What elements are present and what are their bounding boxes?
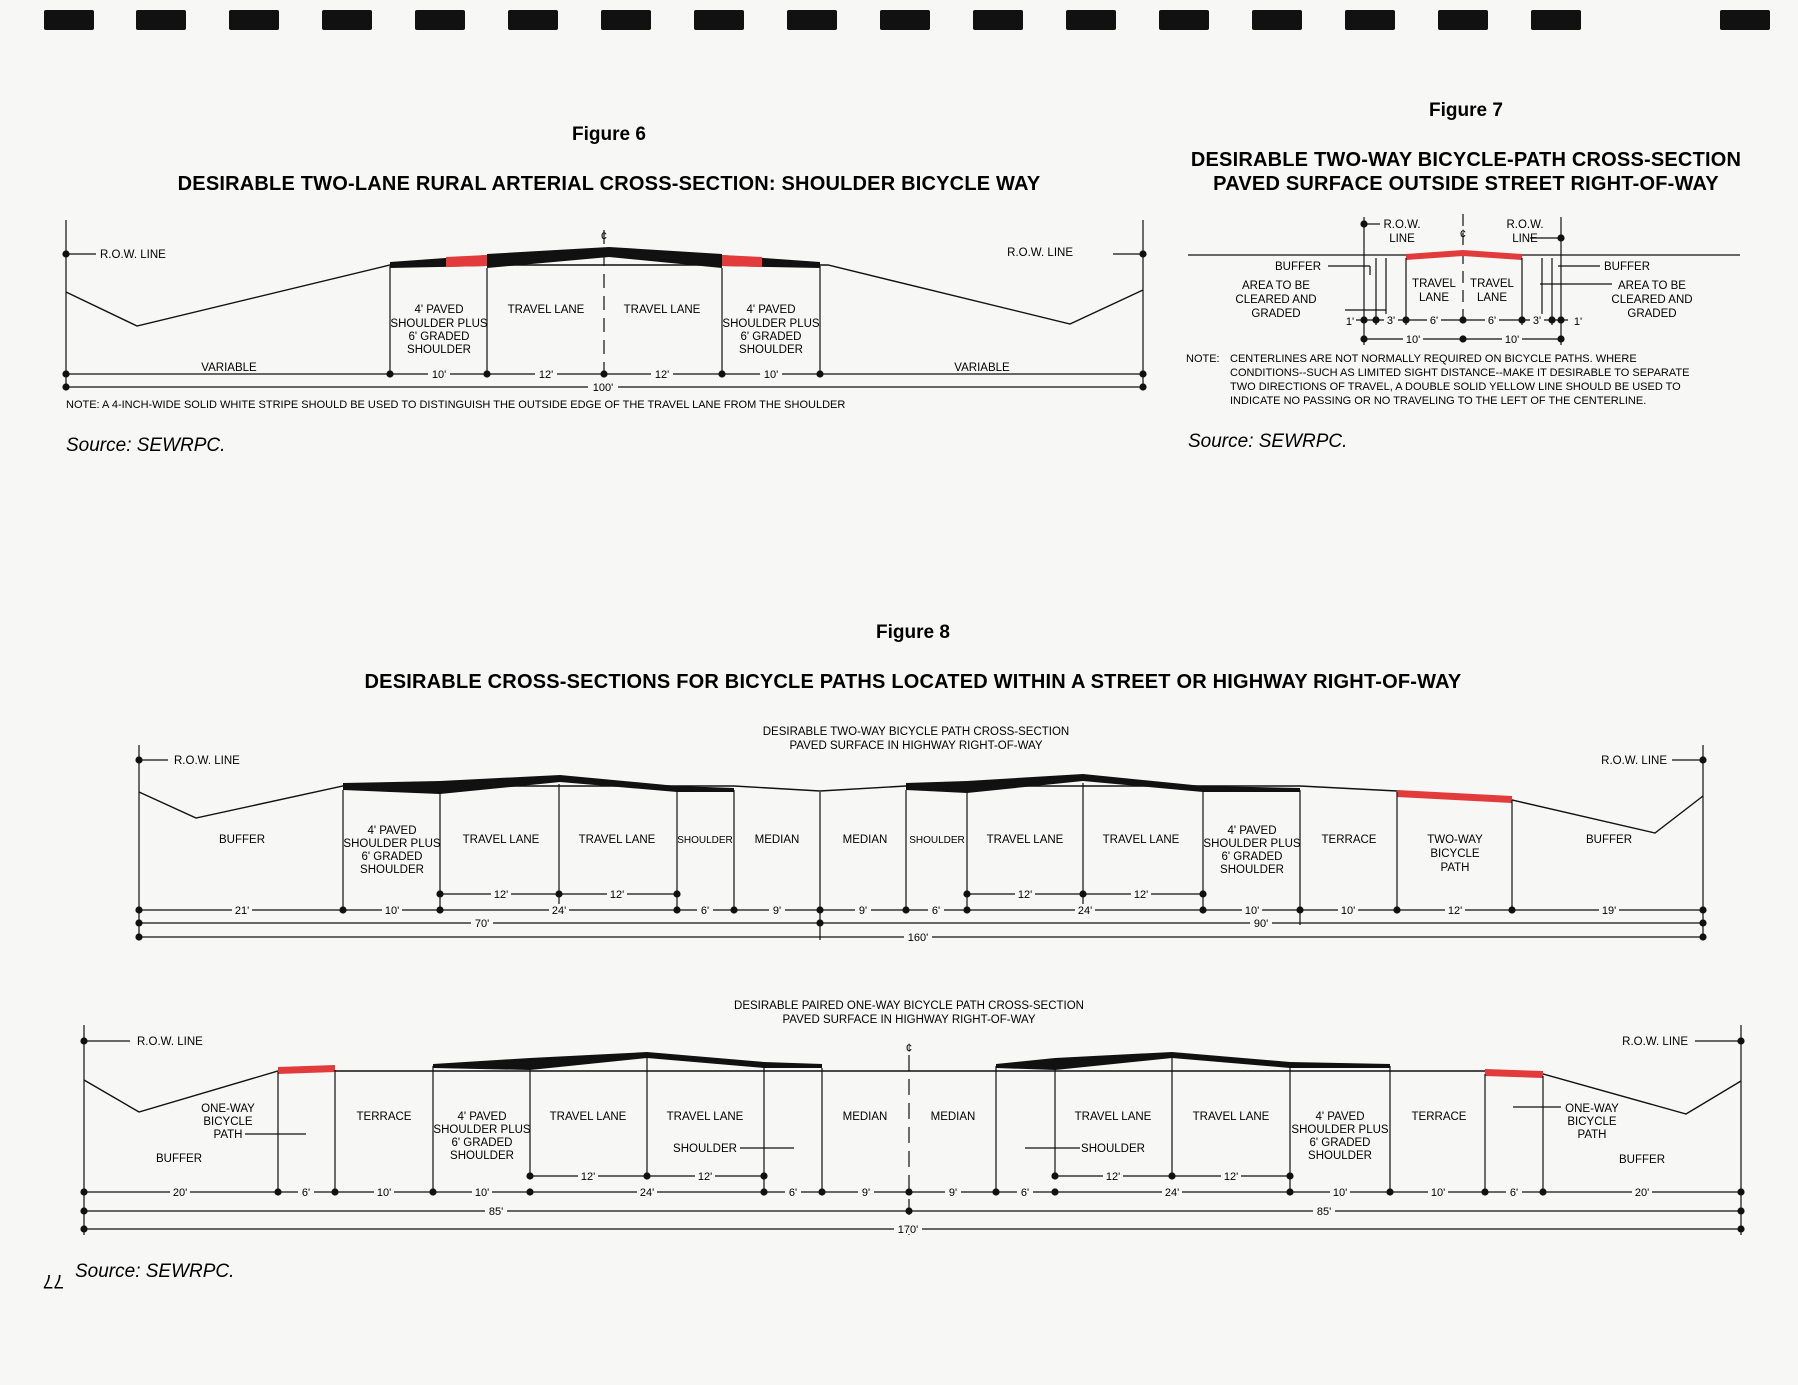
- fig8b-travel-lane-2: TRAVEL LANE: [666, 1111, 744, 1123]
- svg-text:12': 12': [1017, 889, 1033, 901]
- svg-text:NOTE:: NOTE:: [1186, 353, 1220, 365]
- fig8a-travel-lane-1: TRAVEL LANE: [462, 834, 540, 846]
- fig8a-travel-lane-3: TRAVEL LANE: [986, 834, 1064, 846]
- svg-text:6': 6': [1429, 315, 1439, 327]
- fig8b-shoulder-right-label: [1291, 1111, 1388, 1162]
- svg-text:SHOULDER: SHOULDER: [450, 1150, 514, 1162]
- svg-text:SHOULDER PLUS: SHOULDER PLUS: [343, 838, 441, 850]
- fig8b-centerline-symbol: ¢: [905, 1043, 913, 1055]
- svg-text:INDICATE NO PASSING OR NO TRAV: INDICATE NO PASSING OR NO TRAVELING TO THE LEFT OF THE CENTERLINE.: [1230, 395, 1647, 407]
- svg-text:TWO-WAY: TWO-WAY: [1427, 834, 1483, 846]
- svg-text:1': 1': [1573, 316, 1583, 328]
- fig8b-travel-lane-1: TRAVEL LANE: [549, 1111, 627, 1123]
- svg-text:12': 12': [1447, 905, 1463, 917]
- svg-text:24': 24': [551, 905, 567, 917]
- fig8b-travel-lane-3: TRAVEL LANE: [1074, 1111, 1152, 1123]
- svg-text:90': 90': [1253, 918, 1269, 930]
- svg-text:9': 9': [858, 905, 868, 917]
- svg-text:10': 10': [376, 1187, 392, 1199]
- svg-text:BICYCLE: BICYCLE: [203, 1116, 253, 1128]
- svg-text:6': 6': [788, 1187, 798, 1199]
- svg-text:9': 9': [861, 1187, 871, 1199]
- svg-text:6' GRADED: 6' GRADED: [1309, 1137, 1371, 1149]
- fig6-row-line-right: R.O.W. LINE: [1007, 247, 1073, 259]
- figure-8-title: DESIRABLE CROSS-SECTIONS FOR BICYCLE PATHS LOCATED WITHIN A STREET OR HIGHWAY RIGHT-OF-WAY: [364, 671, 1462, 693]
- fig8b-subtitle-line2: PAVED SURFACE IN HIGHWAY RIGHT-OF-WAY: [782, 1014, 1036, 1026]
- fig6-note: NOTE: A 4-INCH-WIDE SOLID WHITE STRIPE SHOULD BE USED TO DISTINGUISH THE OUTSIDE EDGE OF THE TRAVEL LANE FROM THE SHOULDER: [66, 399, 846, 411]
- svg-text:12': 12': [1105, 1171, 1121, 1183]
- fig7-buffer-right: BUFFER: [1604, 261, 1650, 273]
- fig8b-buffer-right: BUFFER: [1619, 1154, 1665, 1166]
- svg-text:SHOULDER PLUS: SHOULDER PLUS: [1291, 1124, 1389, 1136]
- svg-text:3': 3': [1386, 315, 1396, 327]
- fig7-buffer-left: BUFFER: [1275, 261, 1321, 273]
- svg-text:9': 9': [948, 1187, 958, 1199]
- binder-marks: [44, 10, 1770, 30]
- fig8a-buffer-left: BUFFER: [219, 834, 265, 846]
- fig8a-buffer-right: BUFFER: [1586, 834, 1632, 846]
- fig6-shoulder-left-label: [390, 304, 487, 356]
- svg-text:BICYCLE: BICYCLE: [1430, 848, 1480, 860]
- svg-text:LANE: LANE: [1418, 292, 1450, 304]
- svg-text:10': 10': [474, 1187, 490, 1199]
- fig8a-two-way-path-label: [1427, 834, 1483, 874]
- fig8b-drawing: [84, 1025, 1741, 1235]
- svg-text:LANE: LANE: [1476, 292, 1508, 304]
- svg-text:10': 10': [384, 905, 400, 917]
- fig7-row-right: [1506, 219, 1543, 245]
- svg-text:CLEARED AND: CLEARED AND: [1235, 294, 1317, 306]
- svg-text:SHOULDER: SHOULDER: [1308, 1150, 1372, 1162]
- fig7-travel-lane-right: [1470, 278, 1514, 304]
- svg-text:12': 12': [609, 889, 625, 901]
- svg-text:ONE-WAY: ONE-WAY: [1565, 1103, 1619, 1115]
- fig8a-terrace: TERRACE: [1321, 834, 1377, 846]
- svg-text:10': 10': [763, 369, 779, 381]
- fig8b-one-way-path-left: [201, 1103, 255, 1141]
- fig6-shoulder-right-label: [722, 304, 819, 356]
- fig8a-shoulder-inner-left: SHOULDER: [677, 835, 733, 846]
- svg-text:LINE: LINE: [1512, 233, 1538, 245]
- svg-text:GRADED: GRADED: [1251, 308, 1301, 320]
- svg-text:4' PAVED: 4' PAVED: [457, 1111, 507, 1123]
- svg-text:PATH: PATH: [213, 1129, 243, 1141]
- svg-text:CLEARED AND: CLEARED AND: [1611, 294, 1693, 306]
- fig8b-travel-lane-4: TRAVEL LANE: [1192, 1111, 1270, 1123]
- fig8a-median-left: MEDIAN: [754, 834, 800, 846]
- svg-text:6': 6': [1487, 315, 1497, 327]
- fig8a-section: [135, 726, 1706, 944]
- svg-text:SHOULDER PLUS: SHOULDER PLUS: [390, 318, 488, 330]
- svg-text:ONE-WAY: ONE-WAY: [201, 1103, 255, 1115]
- fig8a-subtitle-line2: PAVED SURFACE IN HIGHWAY RIGHT-OF-WAY: [789, 740, 1043, 752]
- svg-text:170': 170': [897, 1224, 919, 1236]
- svg-text:6': 6': [301, 1187, 311, 1199]
- figure-7-title-line2: PAVED SURFACE OUTSIDE STREET RIGHT-OF-WAY: [1213, 173, 1719, 195]
- fig8a-row-line-left: R.O.W. LINE: [174, 755, 240, 767]
- svg-text:TRAVEL: TRAVEL: [1412, 278, 1456, 290]
- fig7-travel-lane-left: [1412, 278, 1456, 304]
- svg-text:24': 24': [639, 1187, 655, 1199]
- fig8b-terrace-right: TERRACE: [1411, 1111, 1467, 1123]
- svg-text:10': 10': [1504, 334, 1520, 346]
- fig6-travel-lane-left: TRAVEL LANE: [507, 304, 585, 316]
- svg-text:6' GRADED: 6' GRADED: [361, 851, 423, 863]
- figure-6-heading: Figure 6: [572, 124, 646, 145]
- svg-text:4' PAVED: 4' PAVED: [414, 304, 464, 316]
- svg-text:SHOULDER: SHOULDER: [1220, 864, 1284, 876]
- svg-text:6' GRADED: 6' GRADED: [408, 331, 470, 343]
- svg-text:3': 3': [1532, 315, 1542, 327]
- fig6-travel-lane-right: TRAVEL LANE: [623, 304, 701, 316]
- svg-text:SHOULDER PLUS: SHOULDER PLUS: [433, 1124, 531, 1136]
- svg-text:9': 9': [772, 905, 782, 917]
- fig6-row-line-left: R.O.W. LINE: [100, 249, 166, 261]
- svg-text:20': 20': [1634, 1187, 1650, 1199]
- fig8b-row-line-left: R.O.W. LINE: [137, 1036, 203, 1048]
- fig8b-dimension-labels: [170, 1170, 1652, 1236]
- figure-7: [1186, 100, 1741, 452]
- svg-text:SHOULDER: SHOULDER: [360, 864, 424, 876]
- svg-text:21': 21': [234, 905, 250, 917]
- svg-text:24': 24': [1164, 1187, 1180, 1199]
- svg-text:85': 85': [488, 1206, 504, 1218]
- fig7-row-left: [1383, 219, 1420, 245]
- fig8b-shoulder-left-label: [433, 1111, 530, 1162]
- svg-text:6': 6': [931, 905, 941, 917]
- svg-text:R.O.W.: R.O.W.: [1383, 219, 1421, 231]
- svg-text:70': 70': [474, 918, 490, 930]
- fig8a-shoulder-inner-right: SHOULDER: [909, 835, 965, 846]
- fig8b-median-right: MEDIAN: [930, 1111, 976, 1123]
- svg-text:10': 10': [1430, 1187, 1446, 1199]
- svg-text:24': 24': [1077, 905, 1093, 917]
- svg-text:1': 1': [1345, 316, 1355, 328]
- fig8a-shoulder-right-label: [1203, 825, 1300, 876]
- fig8a-travel-lane-4: TRAVEL LANE: [1102, 834, 1180, 846]
- svg-text:AREA TO BE: AREA TO BE: [1618, 280, 1686, 292]
- fig7-centerline-symbol: ¢: [1459, 229, 1467, 241]
- fig7-area-left: [1235, 280, 1316, 320]
- fig8b-subtitle-line1: DESIRABLE PAIRED ONE-WAY BICYCLE PATH CROSS-SECTION: [734, 1000, 1084, 1012]
- fig8b-terrace-left: TERRACE: [356, 1111, 412, 1123]
- figure-7-heading: Figure 7: [1429, 100, 1503, 121]
- svg-text:CONDITIONS--SUCH AS LIMITED SI: CONDITIONS--SUCH AS LIMITED SIGHT DISTANCE--MAKE IT DESIRABLE TO SEPARATE: [1230, 367, 1690, 379]
- fig8a-median-right: MEDIAN: [842, 834, 888, 846]
- svg-text:TWO DIRECTIONS OF TRAVEL, A DO: TWO DIRECTIONS OF TRAVEL, A DOUBLE SOLID YELLOW LINE SHOULD BE USED TO: [1230, 381, 1681, 393]
- svg-text:SHOULDER: SHOULDER: [739, 344, 803, 356]
- svg-text:TRAVEL: TRAVEL: [1470, 278, 1514, 290]
- svg-text:6' GRADED: 6' GRADED: [1221, 851, 1283, 863]
- svg-text:SHOULDER PLUS: SHOULDER PLUS: [1203, 838, 1301, 850]
- fig8b-section: [80, 1000, 1744, 1236]
- svg-text:12': 12': [1223, 1171, 1239, 1183]
- svg-text:10': 10': [431, 369, 447, 381]
- svg-text:20': 20': [172, 1187, 188, 1199]
- svg-text:6': 6': [1020, 1187, 1030, 1199]
- svg-text:85': 85': [1316, 1206, 1332, 1218]
- fig6-variable-left: VARIABLE: [201, 362, 257, 374]
- svg-text:100': 100': [592, 382, 614, 394]
- svg-text:12': 12': [697, 1171, 713, 1183]
- fig7-note: [1186, 353, 1689, 407]
- svg-text:12': 12': [538, 369, 554, 381]
- figure-8-heading: Figure 8: [876, 622, 950, 643]
- svg-text:6': 6': [700, 905, 710, 917]
- svg-text:19': 19': [1601, 905, 1617, 917]
- fig6-source: Source: SEWRPC.: [66, 435, 226, 456]
- svg-text:PATH: PATH: [1440, 862, 1470, 874]
- figure-6-title: DESIRABLE TWO-LANE RURAL ARTERIAL CROSS-SECTION: SHOULDER BICYCLE WAY: [177, 173, 1041, 195]
- figure-8: [75, 622, 1745, 1282]
- svg-text:6' GRADED: 6' GRADED: [451, 1137, 513, 1149]
- svg-text:12': 12': [580, 1171, 596, 1183]
- fig6-centerline-symbol: ¢: [600, 231, 608, 243]
- fig8b-median-left: MEDIAN: [842, 1111, 888, 1123]
- svg-text:4' PAVED: 4' PAVED: [367, 825, 417, 837]
- svg-text:AREA TO BE: AREA TO BE: [1242, 280, 1310, 292]
- fig8b-shoulder-right: SHOULDER: [1081, 1143, 1145, 1155]
- svg-text:10': 10': [1340, 905, 1356, 917]
- svg-text:6': 6': [1509, 1187, 1519, 1199]
- fig8-source: Source: SEWRPC.: [75, 1261, 235, 1282]
- svg-text:12': 12': [1133, 889, 1149, 901]
- svg-text:PATH: PATH: [1577, 1129, 1607, 1141]
- fig8a-row-line-right: R.O.W. LINE: [1601, 755, 1667, 767]
- svg-text:4' PAVED: 4' PAVED: [1315, 1111, 1365, 1123]
- svg-text:4' PAVED: 4' PAVED: [746, 304, 796, 316]
- figure-7-title-line1: DESIRABLE TWO-WAY BICYCLE-PATH CROSS-SECTION: [1190, 149, 1742, 171]
- svg-text:10': 10': [1405, 334, 1421, 346]
- svg-text:SHOULDER: SHOULDER: [407, 344, 471, 356]
- svg-text:12': 12': [493, 889, 509, 901]
- figure-6: [62, 124, 1146, 456]
- svg-text:10': 10': [1332, 1187, 1348, 1199]
- page-number: 77: [42, 1270, 64, 1291]
- fig7-area-right: [1611, 280, 1692, 320]
- fig8a-subtitle-line1: DESIRABLE TWO-WAY BICYCLE PATH CROSS-SECTION: [762, 726, 1070, 738]
- svg-text:LINE: LINE: [1389, 233, 1415, 245]
- svg-text:6' GRADED: 6' GRADED: [740, 331, 802, 343]
- svg-text:GRADED: GRADED: [1627, 308, 1677, 320]
- fig6-variable-right: VARIABLE: [954, 362, 1010, 374]
- fig8a-travel-lane-2: TRAVEL LANE: [578, 834, 656, 846]
- fig8b-row-line-right: R.O.W. LINE: [1622, 1036, 1688, 1048]
- svg-text:CENTERLINES ARE NOT NORMALLY R: CENTERLINES ARE NOT NORMALLY REQUIRED ON BICYCLE PATHS. WHERE: [1230, 353, 1637, 365]
- svg-text:SHOULDER PLUS: SHOULDER PLUS: [722, 318, 820, 330]
- fig8a-shoulder-left-label: [343, 825, 440, 876]
- svg-text:10': 10': [1244, 905, 1260, 917]
- svg-text:160': 160': [907, 932, 929, 944]
- svg-text:4' PAVED: 4' PAVED: [1227, 825, 1277, 837]
- svg-text:R.O.W.: R.O.W.: [1506, 219, 1544, 231]
- svg-text:12': 12': [654, 369, 670, 381]
- fig8b-one-way-path-right: [1565, 1103, 1619, 1141]
- fig7-source: Source: SEWRPC.: [1188, 431, 1348, 452]
- svg-text:BICYCLE: BICYCLE: [1567, 1116, 1617, 1128]
- fig8b-shoulder-left: SHOULDER: [673, 1143, 737, 1155]
- fig8b-buffer-left: BUFFER: [156, 1153, 202, 1165]
